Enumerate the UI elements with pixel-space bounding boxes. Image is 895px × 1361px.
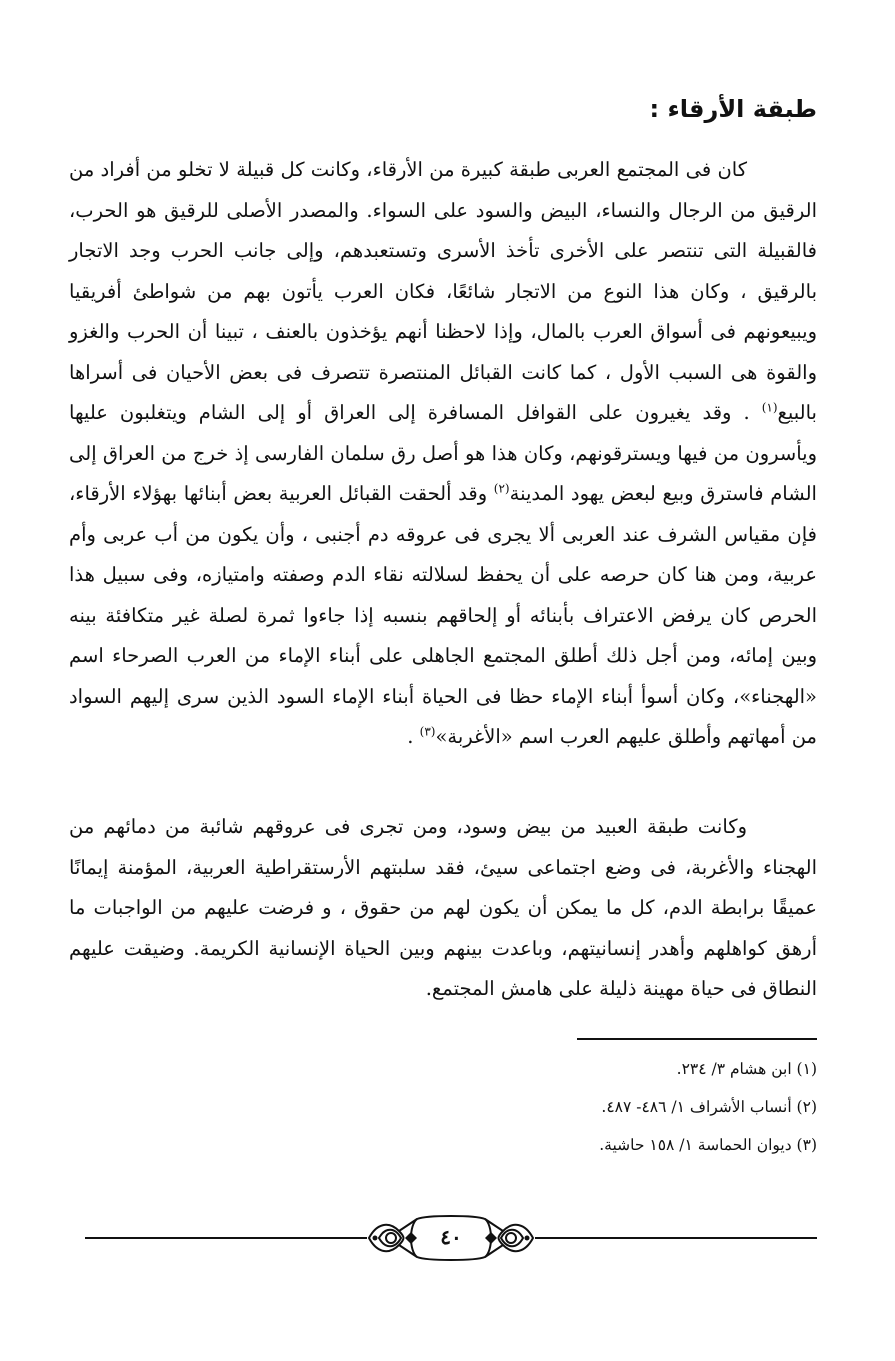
- footnote-ref-2[interactable]: (٢): [493, 481, 510, 496]
- footnote-ref-3[interactable]: (٣): [419, 724, 436, 739]
- paragraph-2-text: وكانت طبقة العبيد من بيض وسود، ومن تجرى فى عروقهم شائبة من دمائهم من الهجناء والأغربة، فى وضع اجتماعى سيئ، فقد سلبتهم الأرستقراطية العربية، المؤمنة إيمانًا عميقًا برابطة الدم، كل ما يمكن أن يكون لهم من حقوق ، و فرضت عليهم من الواجبات ما أرهق كواهلهم وأهدر إنسانيتهم، وباعدت بينهم وبين الحياة الإنسانية الكريمة. وضيقت عليهم النطاق فى حياة مهينة ذليلة على هامش المجتمع.: [69, 815, 817, 1000]
- footnote-1: (١) ابن هشام ٣/ ٢٣٤.: [676, 1060, 817, 1078]
- footnotes-list: [69, 1050, 817, 1164]
- footnote-separator: [577, 1038, 817, 1040]
- bottom-rule-right: [535, 1237, 817, 1239]
- bottom-rule-left: [85, 1237, 367, 1239]
- paragraph-1-part-4: .: [407, 725, 420, 748]
- paragraph-1-part-3: وقد ألحقت القبائل العربية بعض أبنائها بهؤلاء الأرقاء، فإن مقياس الشرف عند العربى ألا يجرى فى عروقه دم أجنبى ، وأن يكون من أب عربى وأم عربية، ومن هنا كان حرصه على أن يحفظ لسلالته نقاء الدم وصفته وامتيازه، وفى سبيل هذا الحرص كان يرفض الاعتراف بأبنائه أو إلحاقهم بنسبه إذا جاءوا ثمرة لصلة غير متكافئة بينه وبين إمائه، ومن أجل ذلك أطلق المجتمع الجاهلى على أبناء الإماء من العرب الصرحاء اسم «الهجناء»، وكان أسوأ أبناء الإماء حظا فى الحياة أبناء الإماء السود الذين سرى إليهم السواد من أمهاتهم وأطلق عليهم العرب اسم «الأغربة»: [69, 482, 817, 748]
- footnote-2: (٢) أنساب الأشراف ١/ ٤٨٦- ٤٨٧.: [601, 1098, 817, 1116]
- footnote-3: (٣) ديوان الحماسة ١/ ١٥٨ حاشية.: [599, 1136, 817, 1154]
- page-number: ٤٠: [440, 1225, 462, 1249]
- footnote-ref-1[interactable]: (١): [761, 400, 778, 415]
- paragraph-1-part-1: كان فى المجتمع العربى طبقة كبيرة من الأرقاء، وكانت كل قبيلة لا تخلو من أفراد من الرقيق من الرجال والنساء، البيض والسود على السواء. والمصدر الأصلى للرقيق هو الحرب، فالقبيلة التى تنتصر على الأخرى تأخذ الأسرى وتستعبدهم، وإلى جانب الحرب وجد الاتجار بالرقيق ، وكان هذا النوع من الاتجار شائعًا، فكان العرب يأتون بهم من شواطئ أفريقيا ويبيعونهم فى أسواق العرب بالمال، وإذا لاحظنا أنهم يؤخذون بالعنف ، تبينا أن الحرب والغزو والقوة هى السبب الأول ، كما كانت القبائل المنتصرة تتصرف فى بعض الأحيان فى أسراها بالبيع: [69, 158, 817, 424]
- paragraph-2: [69, 807, 817, 1010]
- paragraph-1-part-2: . وقد يغيرون على القوافل المسافرة إلى العراق أو إلى الشام ويتغلبون عليها ويأسرون من فيها ويسترقونهم، وكان هذا هو أصل رق سلمان الفارسى إذ خرج من العراق إلى الشام فاسترق وبيع لبعض يهود المدينة: [69, 401, 817, 505]
- paragraph-1: [69, 150, 817, 758]
- section-title: طبقة الأرقاء :: [649, 95, 817, 123]
